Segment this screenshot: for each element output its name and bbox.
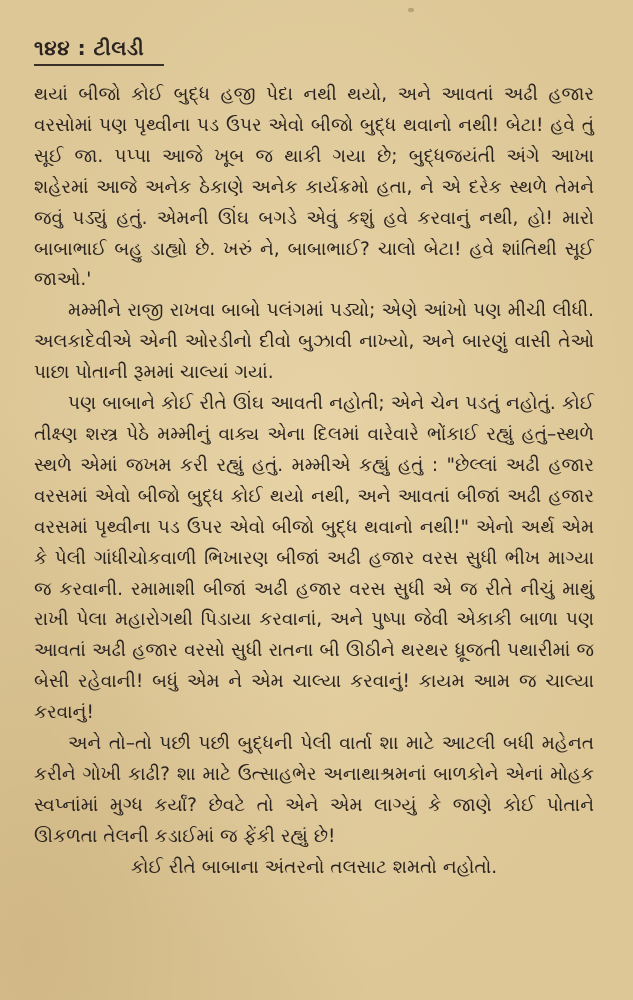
paragraph: મમ્મીને રાજી રાખવા બાબો પલંગમાં પડ્યો; એણે આંખો પણ મીચી લીધી. અલકાદેવીએ એની ઓરડીનો દીવો બુઝાવી નાખ્યો, અને બારણું વાસી તેઓ પાછા પોતાની રૂમમાં ચાલ્યાં ગયાં. [34,300,594,384]
chapter-title: ટીલડી [93,36,145,60]
page-number: ૧૪૪ [34,36,71,60]
paper-speck [408,8,414,12]
header-separator: : [77,36,87,60]
body-text [34,80,594,884]
paragraph: પણ બાબાને કોઈ રીતે ઊંઘ આવતી નહોતી; એને ચેન પડતું નહોતું. કોઈ તીક્ષ્ણ શસ્ત્ર પેઠે મમ્મીનું વાક્ય એના દિલમાં વારેવારે ભોંકાઈ રહ્યું હતું–સ્થળે સ્થળે એમાં જખમ કરી રહ્યું હતું. મમ્મીએ કહ્યું હતું : "છેલ્લાં અઢી હજાર વરસમાં એવો બીજો બુદ્ધ કોઈ થયો નથી, અને આવતાં બીજાં અઢી હજાર વરસમાં પૃથ્વીના પડ ઉપર એવો બીજો બુદ્ધ થવાનો નથી!" એનો અર્થ એમ કે પેલી ગાંધીચોકવાળી ભિખારણ બીજાં અઢી હજાર વરસ સુધી ભીખ માગ્યા જ કરવાની. રમામાશી બીજાં અઢી હજાર વરસ સુધી એ જ રીતે નીચું માથું રાખી પેલા મહારોગથી પિડાયા કરવાનાં, અને પુષ્પા જેવી એકાકી બાળા પણ આવતાં અઢી હજાર વરસો સુધી રાતના બી ઊઠીને થરથર ધ્રૂજતી પથારીમાં જ બેસી રહેવાની! બધું એમ ને એમ ચાલ્યા કરવાનું! કાયમ આમ જ ચાલ્યા કરવાનું! [34,393,594,724]
paragraph: કોઈ રીતે બાબાના અંતરનો તલસાટ શમતો નહોતો. [130,856,498,878]
page-header [34,36,164,66]
paragraph: થયાં બીજો કોઈ બુદ્ધ હજી પેદા નથી થયો, અને આવતાં અઢી હજાર વરસોમાં પણ પૃથ્વીના પડ ઉપર એવો બીજો બુદ્ધ થવાનો નથી! બેટા! હવે તું સૂઈ જા. પપ્પા આજે ખૂબ જ થાકી ગયા છે; બુદ્ધજયંતી અંગે આખા શહેરમાં આજે અનેક ઠેકાણે અનેક કાર્યક્રમો હતા, ને એ દરેક સ્થળે તેમને જવું પડ્યું હતું. એમની ઊંઘ બગડે એવું કશું હવે કરવાનું નથી, હો! મારો બાબાભાઈ બહુ ડાહ્યો છે. ખરું ને, બાબાભાઈ? ચાલો બેટા! હવે શાંતિથી સૂઈ જાઓ.' [34,84,594,291]
header-underline [34,64,164,66]
paragraph: અને તો–તો પછી પછી બુદ્ધની પેલી વાર્તા શા માટે આટલી બધી મહેનત કરીને ગોખી કાઢી? શા માટે ઉત્સાહભેર અનાથાશ્રમનાં બાળકોને એનાં મોહક સ્વપ્નાંમાં મુગ્ધ કર્યાં? છેવટે તો એને એમ લાગ્યું કે જાણે કોઈ પોતાને ઊકળતા તેલની કડાઈમાં જ ફેંકી રહ્યું છે! [34,733,594,847]
